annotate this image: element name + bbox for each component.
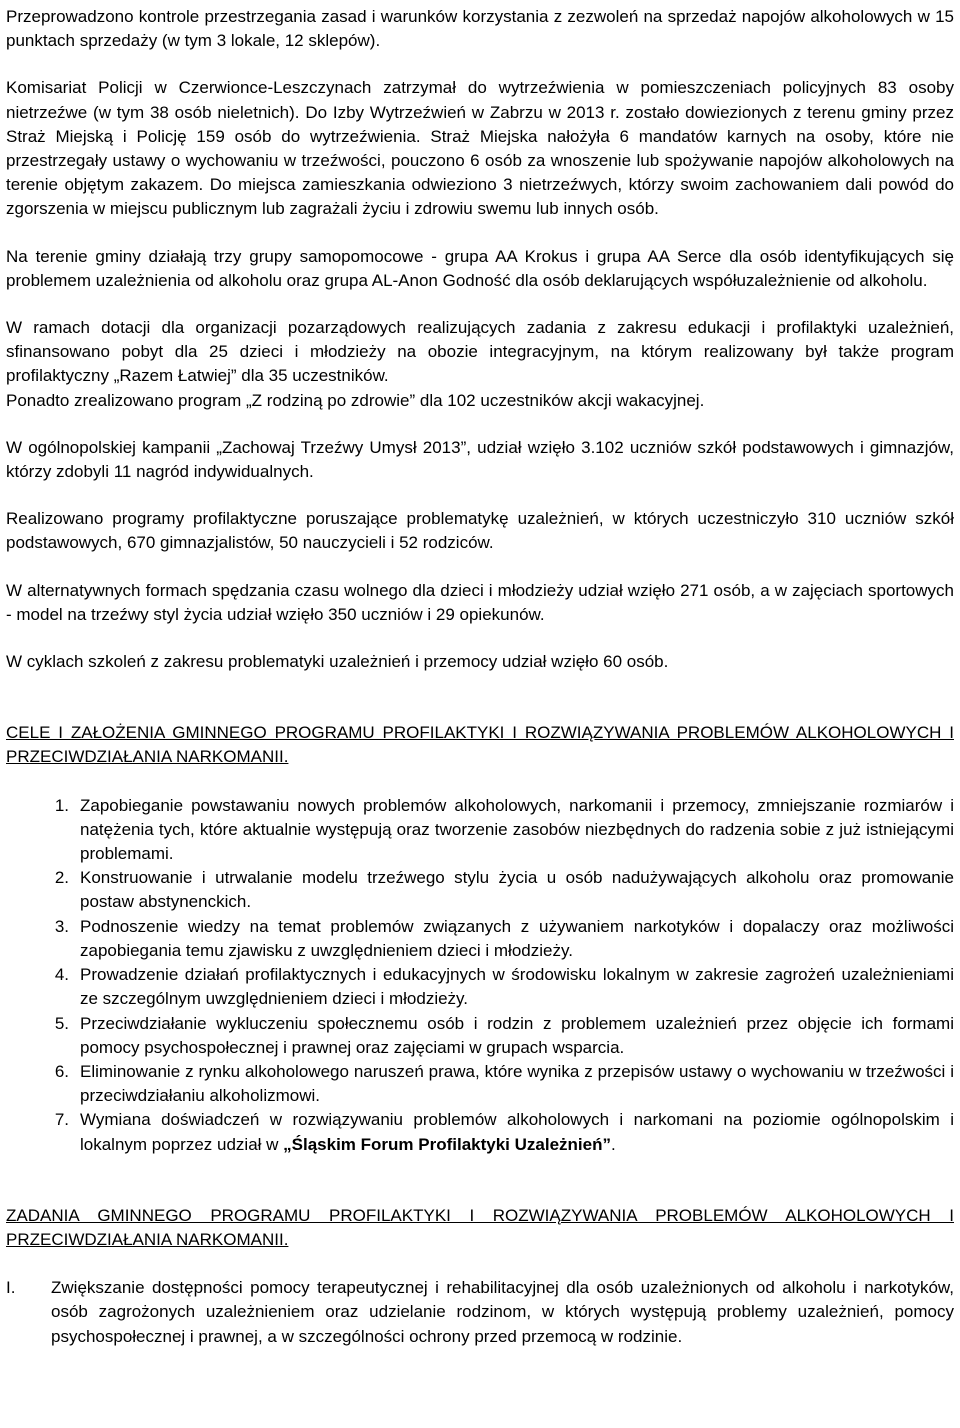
- list-item: [6, 1108, 954, 1156]
- list-item: [6, 963, 954, 1011]
- list-item-text: Wymiana doświadczeń w rozwiązywaniu problemów alkoholowych i narkomani na poziomie ogólnopolskim i lokalnym poprzez udział w: [80, 1110, 954, 1154]
- section-heading-goals: CELE I ZAŁOŻENIA GMINNEGO PROGRAMU PROFILAKTYKI I ROZWIĄZYWANIA PROBLEMÓW ALKOHOLOWYCH I PRZECIWDZIAŁANIA NARKOMANII.: [6, 723, 954, 767]
- paragraph-ngo-grants: W ramach dotacji dla organizacji pozarządowych realizujących zadania z zakresu edukacji i profilaktyki uzależnień, sfinansowano pobyt dla 25 dzieci i młodzieży na obozie integracyjnym, na którym realizowany był także program profilaktyczny „Razem Łatwiej” dla 35 uczestników.: [6, 318, 954, 386]
- list-number: 7.: [54, 1110, 69, 1130]
- list-item-text: Podnoszenie wiedzy na temat problemów związanych z używaniem narkotyków i dopalaczy oraz możliwości zapobiegania temu zjawisku z uwzględnieniem dzieci i młodzieży.: [80, 916, 954, 960]
- paragraph-self-help-groups: Na terenie gminy działają trzy grupy samopomocowe - grupa AA Krokus i grupa AA Serce dla osób identyfikujących się problemem uzależnienia od alkoholu oraz grupa AL-Anon Godność dla osób deklarujących współuzależnienie od alkoholu.: [6, 246, 954, 290]
- paragraph-campaign: W ogólnopolskiej kampanii „Zachowaj Trzeźwy Umysł 2013”, udział wzięło 3.102 uczniów szkół podstawowych i gimnazjów, którzy zdobyli 11 nagród indywidualnych.: [6, 437, 954, 482]
- list-number: 6.: [54, 1061, 69, 1081]
- list-item-text: Prowadzenie działań profilaktycznych i edukacyjnych w środowisku lokalnym w zakresie zagrożeń uzależnieniami ze szczególnym uwzględnieniem dzieci i młodzieży.: [80, 965, 954, 1009]
- list-item-end: .: [610, 1134, 616, 1154]
- list-item-bold-text: „Śląskim Forum Profilaktyki Uzależnień”: [283, 1134, 611, 1154]
- list-item: [6, 866, 954, 914]
- paragraph-family-program: Ponadto zrealizowano program „Z rodziną po zdrowie” dla 102 uczestników akcji wakacyjnej.: [6, 390, 705, 410]
- list-item: [6, 1276, 954, 1349]
- list-item: [6, 915, 954, 963]
- list-number: 5.: [54, 1013, 69, 1033]
- paragraph-free-time: W alternatywnych formach spędzania czasu wolnego dla dzieci i młodzieży udział wzięło 271 osób, a w zajęciach sportowych - model na trzeźwy styl życia udział wzięło 350 uczniów i 29 opiekunów.: [6, 580, 954, 624]
- list-item: [6, 1012, 954, 1060]
- list-item-text: Eliminowanie z rynku alkoholowego naruszeń prawa, które wynika z przepisów ustawy o wychowaniu w trzeźwości i przeciwdziałaniu alkoholizmowi.: [80, 1061, 954, 1106]
- list-item-text: Zapobieganie powstawaniu nowych problemów alkoholowych, narkomanii i przemocy, zmniejszanie rozmiarów i natężenia tych, które aktualnie występują oraz tworzenie zasobów niezbędnych do radzenia sobie z już istniejącymi problemami.: [80, 795, 954, 864]
- paragraph-police-detentions: Komisariat Policji w Czerwionce-Leszczynach zatrzymał do wytrzeźwienia w pomieszczeniach policyjnych 83 osoby nietrzeźwe (w tym 38 osób nieletnich). Do Izby Wytrzeźwień w Zabrzu w 2013 r. zostało dowiezionych z terenu gminy przez Straż Miejską i Policję 159 osób do wytrzeźwienia. Straż Miejska nałożyła 6 mandatów karnych na osoby, które nie przestrzegały ustawy o wychowaniu w trzeźwości, pouczono 6 osób za wnoszenie lub spożywanie napojów alkoholowych na terenie objętym zakazem. Do miejsca zamieszkania odwieziono 3 nietrzeźwych, którzy swoim zachowaniem dali powód do zgorszenia w miejscu publicznym lub zagrażali życiu i zdrowiu swemu lub innych osób.: [6, 78, 954, 219]
- section-heading-tasks: ZADANIA GMINNEGO PROGRAMU PROFILAKTYKI I ROZWIĄZYWANIA PROBLEMÓW ALKOHOLOWYCH I PRZECIWDZIAŁANIA NARKOMANII.: [6, 1205, 954, 1249]
- paragraph-trainings: W cyklach szkoleń z zakresu problematyki uzależnień i przemocy udział wzięło 60 osób.: [6, 652, 669, 672]
- tasks-list: [6, 1276, 954, 1349]
- list-item-text: Zwiększanie dostępności pomocy terapeutycznej i rehabilitacyjnej dla osób uzależnionych od alkoholu i narkotyków, osób zagrożonych uzależnieniem oraz udzielanie rodzinom, w których występują problemy uzależnień, pomocy psychospołecznej i prawnej, a w szczególności ochrony przed przemocą w rodzinie.: [51, 1278, 954, 1346]
- list-number: 4.: [54, 965, 69, 985]
- list-number: 1.: [54, 795, 69, 815]
- goals-list: [6, 794, 954, 1157]
- paragraph-sales-control: Przeprowadzono kontrole przestrzegania zasad i warunków korzystania z zezwoleń na sprzedaż napojów alkoholowych w 15 punktach sprzedaży (w tym 3 lokale, 12 sklepów).: [6, 7, 954, 51]
- list-number: 3.: [54, 916, 69, 936]
- list-item-text: Przeciwdziałanie wykluczeniu społecznemu osób i rodzin z problemem uzależnień przez objęcie ich formami pomocy psychospołecznej i prawnej oraz zajęciami w grupach wsparcia.: [80, 1013, 954, 1057]
- list-item: [6, 794, 954, 867]
- list-item-text: Konstruowanie i utrwalanie modelu trzeźwego stylu życia u osób nadużywających alkoholu oraz promowanie postaw abstynenckich.: [80, 868, 954, 912]
- paragraph-prevention-programs: Realizowano programy profilaktyczne poruszające problematykę uzależnień, w których uczestniczyło 310 uczniów szkół podstawowych, 670 gimnazjalistów, 50 nauczycieli i 52 rodziców.: [6, 509, 954, 553]
- list-item: [6, 1060, 954, 1108]
- list-number: 2.: [54, 868, 69, 888]
- list-number: I.: [6, 1278, 16, 1298]
